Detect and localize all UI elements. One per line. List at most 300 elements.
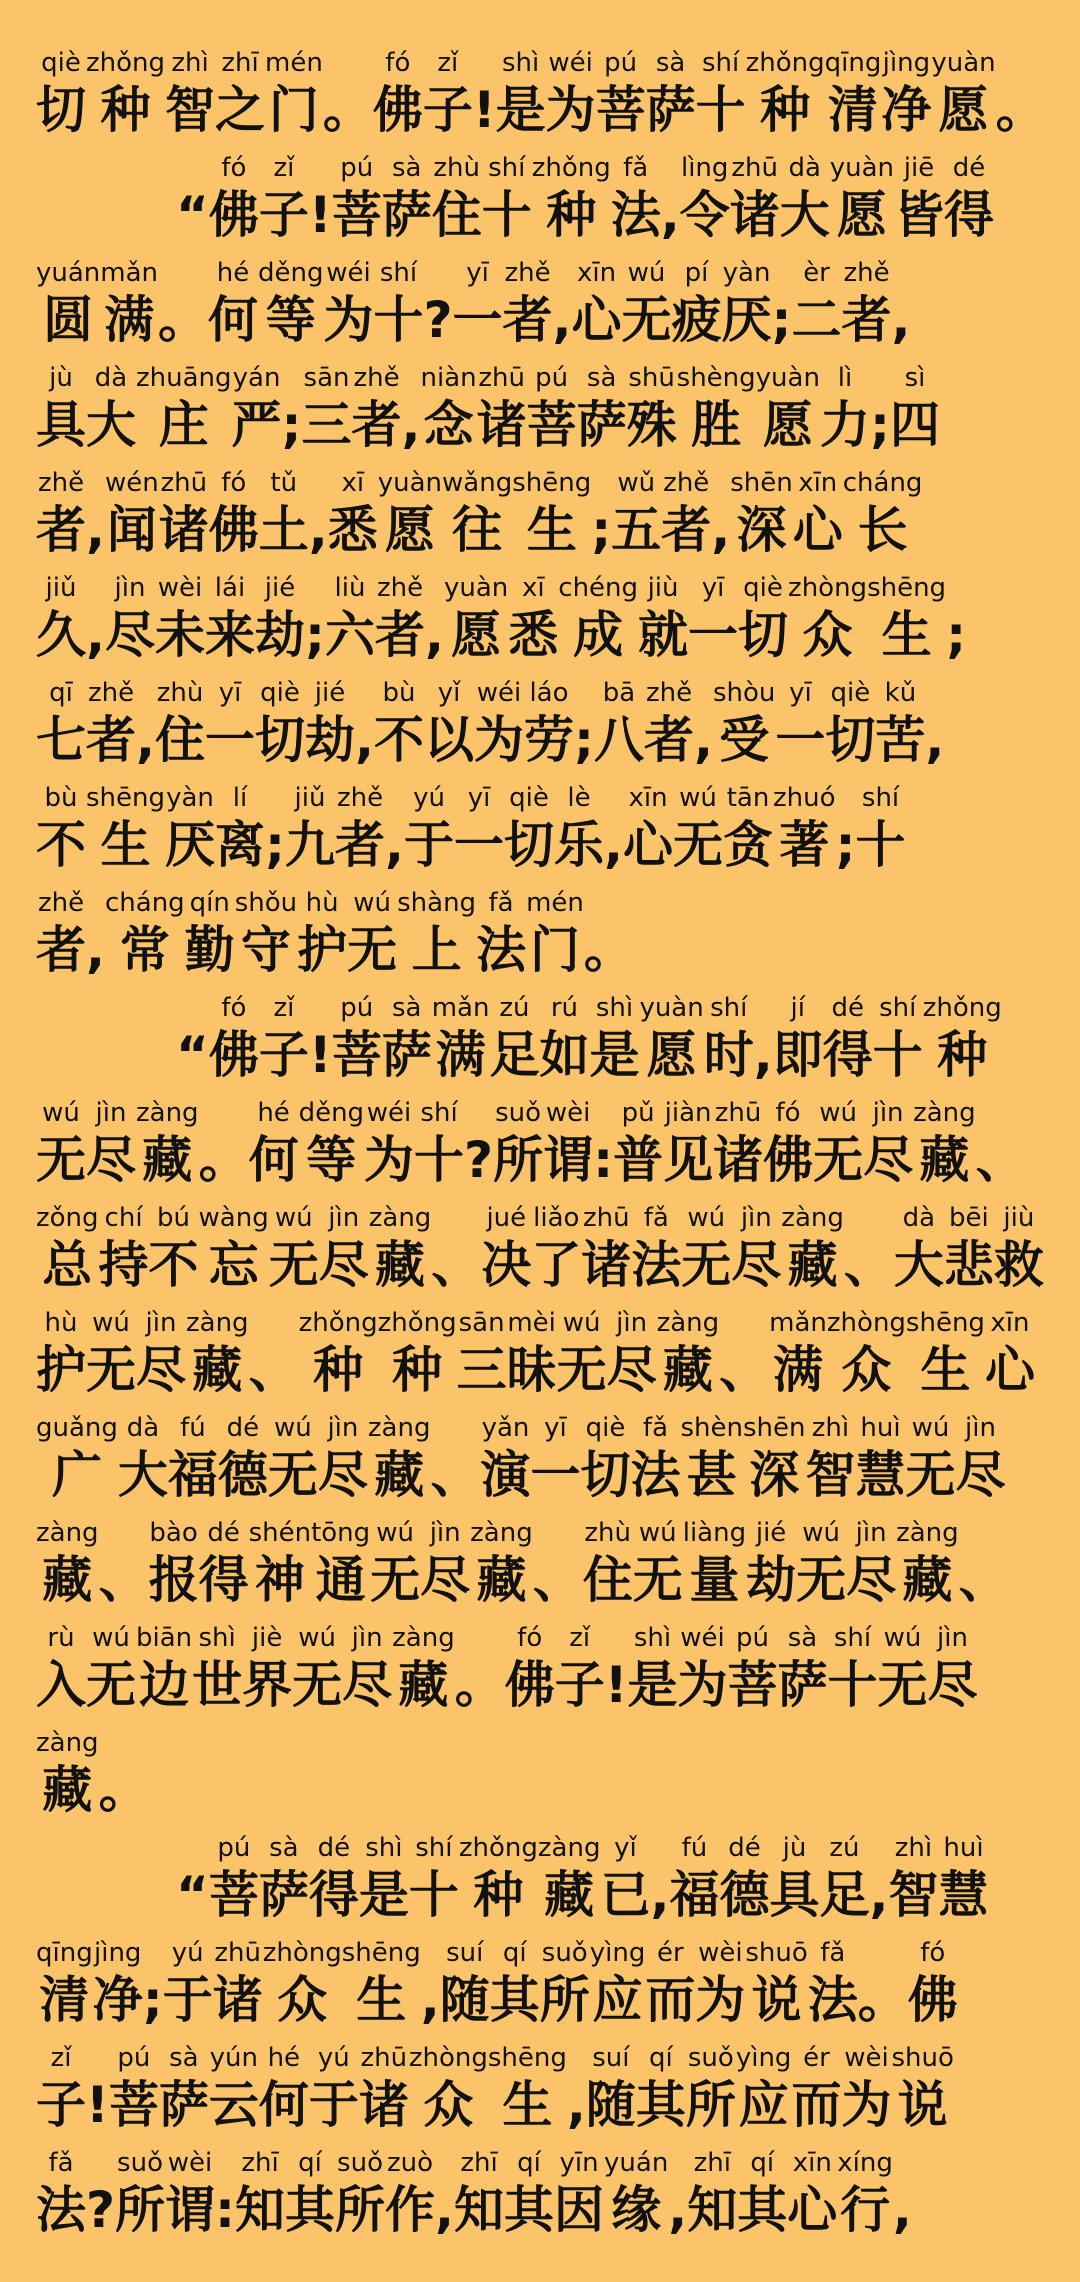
hanzi-character: 所 bbox=[539, 1971, 590, 2029]
hanzi-character: 无 bbox=[673, 816, 724, 874]
ruby-character bbox=[842, 258, 892, 352]
hanzi-character: 十 bbox=[481, 186, 532, 244]
ruby-character bbox=[285, 783, 335, 877]
hanzi-character: 知 bbox=[687, 2181, 738, 2239]
pinyin-annotation: tōng bbox=[311, 1518, 371, 1548]
pinyin-annotation: shì bbox=[595, 993, 634, 1023]
hanzi-character: 量 bbox=[689, 1551, 740, 1609]
hanzi-character: 得 bbox=[822, 1026, 873, 1084]
hanzi-character: 殊 bbox=[626, 396, 677, 454]
ruby-character bbox=[669, 1833, 719, 1927]
ruby-character bbox=[504, 2148, 554, 2242]
ruby-character bbox=[165, 2148, 215, 2242]
text-line bbox=[36, 1508, 1050, 1612]
hanzi-character: 不 bbox=[148, 1236, 199, 1294]
punctuation bbox=[309, 468, 328, 562]
hanzi-character: 藏 bbox=[374, 1446, 425, 1504]
ruby-character bbox=[581, 1203, 631, 1297]
pinyin-annotation: hé bbox=[257, 1098, 290, 1128]
ruby-character bbox=[118, 1413, 168, 1507]
hanzi-character: 足 bbox=[489, 1026, 540, 1084]
ruby-character bbox=[382, 153, 432, 247]
punctuation bbox=[605, 1623, 628, 1717]
pinyin-annotation: jié bbox=[314, 678, 346, 708]
hanzi-character: 昧 bbox=[506, 1341, 557, 1399]
ruby-character bbox=[878, 1623, 928, 1717]
hanzi-character: 成 bbox=[573, 606, 624, 664]
ruby-character bbox=[115, 2148, 165, 2242]
hanzi-character: 萨 bbox=[381, 186, 432, 244]
hanzi-character: 悲 bbox=[943, 1236, 994, 1294]
pinyin-annotation: zuò bbox=[386, 2148, 434, 2178]
punctuation bbox=[996, 48, 1046, 142]
pinyin-annotation: shí bbox=[861, 783, 900, 813]
ruby-character bbox=[185, 888, 235, 982]
ruby-character bbox=[630, 1413, 680, 1507]
pinyin-annotation: wèi bbox=[844, 2043, 889, 2073]
ruby-character bbox=[524, 678, 574, 772]
ruby-character bbox=[695, 1938, 745, 2032]
hanzi-character: 藏 bbox=[42, 1761, 93, 1819]
hanzi-character: 悉 bbox=[508, 606, 559, 664]
ruby-character bbox=[890, 363, 940, 457]
pinyin-annotation: niàn bbox=[420, 363, 477, 393]
pinyin-annotation: mǎn bbox=[431, 993, 490, 1023]
ruby-character bbox=[332, 153, 382, 247]
ruby-character bbox=[86, 1623, 136, 1717]
hanzi-character: 乐 bbox=[554, 816, 605, 874]
ruby-character bbox=[36, 1938, 93, 2032]
hanzi-character: 住 bbox=[582, 1551, 633, 1609]
hanzi-character: 菩 bbox=[526, 396, 577, 454]
hanzi-character: 皆 bbox=[893, 186, 944, 244]
pinyin-annotation: zhì bbox=[811, 1413, 850, 1443]
hanzi-character: 法 bbox=[630, 1446, 681, 1504]
hanzi-character: 法 bbox=[36, 2181, 86, 2239]
ruby-character bbox=[586, 2043, 636, 2137]
hanzi-character: , bbox=[552, 291, 572, 349]
pinyin-annotation: yuán bbox=[36, 258, 101, 288]
hanzi-character: 众 bbox=[423, 2076, 474, 2134]
hanzi-character: 广 bbox=[51, 1446, 102, 1504]
pinyin-annotation: wéi bbox=[476, 678, 522, 708]
hanzi-character: 无 bbox=[877, 1656, 928, 1714]
ruby-character bbox=[512, 468, 591, 562]
hanzi-character: 九 bbox=[285, 816, 336, 874]
hanzi-character: , bbox=[385, 816, 405, 874]
pinyin-annotation: wú bbox=[802, 1518, 840, 1548]
pinyin-annotation: zhuó bbox=[773, 783, 836, 813]
ruby-character bbox=[259, 468, 309, 562]
hanzi-character: 于 bbox=[162, 1971, 213, 2029]
pinyin-annotation: hù bbox=[44, 1308, 78, 1338]
pinyin-annotation: wǎng bbox=[442, 468, 513, 498]
punctuation bbox=[86, 888, 105, 982]
hanzi-character: 无 bbox=[621, 291, 672, 349]
pinyin-annotation: shèng bbox=[676, 363, 756, 393]
hanzi-character: 作 bbox=[385, 2181, 436, 2239]
pinyin-annotation: zhòng bbox=[826, 1308, 906, 1338]
ruby-character bbox=[856, 783, 906, 877]
hanzi-character: 得 bbox=[943, 186, 994, 244]
hanzi-character: 种 bbox=[473, 1866, 524, 1924]
pinyin-annotation: sà bbox=[787, 1623, 818, 1653]
hanzi-character: , bbox=[566, 2076, 586, 2134]
hanzi-character: 为 bbox=[545, 81, 596, 139]
pinyin-annotation: wú bbox=[92, 1623, 130, 1653]
pinyin-annotation: shì bbox=[502, 48, 540, 78]
hanzi-character: ! bbox=[604, 1656, 628, 1714]
ruby-character bbox=[249, 1518, 312, 1612]
pinyin-annotation: suǒ bbox=[117, 2148, 163, 2178]
pinyin-annotation: shí bbox=[702, 48, 740, 78]
pinyin-annotation: pú bbox=[340, 153, 374, 183]
hanzi-character: , bbox=[401, 396, 421, 454]
hanzi-character: 。 bbox=[454, 1656, 505, 1714]
ruby-character bbox=[86, 48, 165, 142]
hanzi-character: 藏 bbox=[142, 1131, 193, 1189]
hanzi-character: 通 bbox=[315, 1551, 366, 1609]
ruby-character bbox=[557, 1308, 607, 1402]
ruby-character bbox=[265, 48, 323, 142]
pinyin-annotation: jìn bbox=[328, 1203, 360, 1233]
hanzi-character: 子 bbox=[258, 1026, 309, 1084]
ruby-character bbox=[830, 153, 894, 247]
pinyin-annotation: shì bbox=[365, 1833, 403, 1863]
hanzi-character: 一 bbox=[688, 606, 739, 664]
punctuation bbox=[567, 2043, 586, 2137]
ruby-character bbox=[370, 1518, 420, 1612]
punctuation bbox=[385, 783, 404, 877]
hanzi-character: 尽 bbox=[927, 1656, 978, 1714]
hanzi-character: 劳 bbox=[524, 711, 574, 769]
punctuation bbox=[421, 1938, 440, 2032]
hanzi-character: 上 bbox=[411, 921, 462, 979]
pinyin-annotation: qiè bbox=[509, 783, 549, 813]
pinyin-annotation: yuàn bbox=[639, 993, 704, 1023]
pinyin-annotation: wú bbox=[883, 1623, 922, 1653]
ruby-character bbox=[687, 2148, 737, 2242]
ruby-character bbox=[299, 1098, 364, 1192]
hanzi-character: 藏 bbox=[787, 1236, 838, 1294]
hanzi-character: 心 bbox=[984, 1341, 1035, 1399]
hanzi-character: 萨 bbox=[576, 396, 627, 454]
ruby-character bbox=[808, 1938, 858, 2032]
text-line bbox=[36, 1823, 1050, 1927]
hanzi-character: 三 bbox=[456, 1341, 507, 1399]
ruby-character bbox=[302, 363, 352, 457]
hanzi-character: : bbox=[215, 2181, 236, 2239]
pinyin-annotation: suǒ bbox=[495, 1098, 542, 1128]
pinyin-annotation: yuán bbox=[604, 2148, 669, 2178]
hanzi-character: ; bbox=[835, 816, 856, 874]
pinyin-annotation: dà bbox=[126, 1413, 160, 1443]
ruby-character bbox=[713, 678, 775, 772]
pinyin-annotation: xíng bbox=[837, 2148, 893, 2178]
ruby-character bbox=[719, 1833, 769, 1927]
hanzi-character: 之 bbox=[215, 81, 266, 139]
hanzi-character: 所 bbox=[493, 1131, 544, 1189]
ruby-character bbox=[796, 1518, 846, 1612]
ruby-character bbox=[540, 1938, 590, 2032]
ruby-character bbox=[474, 678, 524, 772]
punctuation bbox=[870, 363, 890, 457]
ruby-character bbox=[136, 363, 232, 457]
hanzi-character: 应 bbox=[738, 2076, 789, 2134]
pinyin-annotation: qí bbox=[750, 2148, 775, 2178]
ruby-character bbox=[192, 1623, 242, 1717]
ruby-character bbox=[311, 1518, 370, 1612]
hanzi-character: 无 bbox=[347, 921, 398, 979]
ruby-character bbox=[342, 1623, 392, 1717]
ruby-character bbox=[730, 468, 793, 562]
pinyin-annotation: zàng bbox=[913, 1098, 976, 1128]
pinyin-annotation: xīn bbox=[798, 468, 838, 498]
hanzi-character: 了 bbox=[531, 1236, 582, 1294]
ruby-character bbox=[404, 783, 454, 877]
hanzi-character: 众 bbox=[802, 606, 853, 664]
hanzi-character: 众 bbox=[841, 1341, 892, 1399]
pinyin-annotation: ér bbox=[803, 2043, 830, 2073]
hanzi-character: , bbox=[420, 1971, 440, 2029]
hanzi-character: 庄 bbox=[158, 396, 209, 454]
pinyin-annotation: kǔ bbox=[884, 678, 917, 708]
text-line bbox=[36, 143, 1050, 247]
pinyin-annotation: zú bbox=[499, 993, 530, 1023]
pinyin-annotation: xīn bbox=[576, 258, 617, 288]
ruby-character bbox=[488, 2043, 567, 2137]
pinyin-annotation: bú bbox=[157, 1203, 191, 1233]
pinyin-annotation: jìn bbox=[855, 1518, 887, 1548]
text-line bbox=[36, 1193, 1050, 1297]
pinyin-annotation: huì bbox=[943, 1833, 984, 1863]
hanzi-character: 谓 bbox=[543, 1131, 594, 1189]
hanzi-character: 切 bbox=[825, 711, 876, 769]
hanzi-character: 佛 bbox=[907, 1971, 958, 2029]
ruby-character bbox=[723, 783, 773, 877]
hanzi-character: 护 bbox=[36, 1341, 86, 1399]
ruby-character bbox=[432, 153, 482, 247]
ruby-character bbox=[775, 678, 825, 772]
pinyin-annotation: jiù bbox=[647, 573, 679, 603]
ruby-character bbox=[86, 363, 136, 457]
pinyin-annotation: yī bbox=[701, 573, 725, 603]
hanzi-character: 即 bbox=[772, 1026, 823, 1084]
ruby-character bbox=[938, 1833, 988, 1927]
hanzi-character: 厌 bbox=[721, 291, 772, 349]
pinyin-annotation: zhě bbox=[376, 573, 424, 603]
ruby-character bbox=[680, 153, 730, 247]
pinyin-annotation: suí bbox=[446, 1938, 484, 1968]
punctuation bbox=[176, 1833, 209, 1927]
pinyin-annotation: zhì bbox=[894, 1833, 933, 1863]
ruby-character bbox=[305, 678, 355, 772]
hanzi-character: 知 bbox=[235, 2181, 286, 2239]
hanzi-character: 尽 bbox=[846, 1551, 897, 1609]
hanzi-character: , bbox=[86, 501, 105, 559]
ruby-character bbox=[677, 363, 756, 457]
pinyin-annotation: shēng bbox=[512, 468, 592, 498]
pinyin-annotation: qiè bbox=[743, 573, 783, 603]
hanzi-character: , bbox=[892, 2181, 912, 2239]
hanzi-character: ; bbox=[265, 816, 286, 874]
ruby-character bbox=[746, 48, 825, 142]
ruby-character bbox=[255, 678, 305, 772]
ruby-character bbox=[827, 1308, 906, 1402]
pinyin-annotation: zhī bbox=[241, 2148, 279, 2178]
pinyin-annotation: zhì bbox=[171, 48, 209, 78]
ruby-character bbox=[359, 2043, 409, 2137]
hanzi-character: 大 bbox=[117, 1446, 168, 1504]
ruby-character bbox=[791, 2043, 841, 2137]
hanzi-character: 生 bbox=[502, 2076, 553, 2134]
pinyin-annotation: fó bbox=[517, 1623, 543, 1653]
pinyin-annotation: fó bbox=[920, 1938, 946, 1968]
hanzi-character: 无 bbox=[905, 1446, 956, 1504]
pinyin-annotation: shòu bbox=[713, 678, 776, 708]
pinyin-annotation: zǒng bbox=[36, 1203, 99, 1233]
hanzi-character: 者 bbox=[661, 501, 712, 559]
hanzi-character: 世 bbox=[192, 1656, 243, 1714]
hanzi-character: 萨 bbox=[381, 1026, 432, 1084]
pinyin-annotation: mén bbox=[265, 48, 323, 78]
hanzi-character: 住 bbox=[155, 711, 205, 769]
pinyin-annotation: yī bbox=[218, 678, 242, 708]
pinyin-annotation: shēng bbox=[86, 783, 166, 813]
pinyin-annotation: sà bbox=[269, 1833, 299, 1863]
pinyin-annotation: hé bbox=[267, 2043, 301, 2073]
hanzi-character: 疲 bbox=[671, 291, 722, 349]
hanzi-character: ; bbox=[142, 1971, 163, 2029]
hanzi-character: 愿 bbox=[451, 606, 502, 664]
ruby-character bbox=[442, 468, 512, 562]
hanzi-character: 知 bbox=[454, 2181, 505, 2239]
punctuation bbox=[215, 2148, 235, 2242]
ruby-character bbox=[209, 2043, 259, 2137]
pinyin-annotation: yuàn bbox=[829, 153, 894, 183]
ruby-character bbox=[905, 1413, 955, 1507]
pinyin-annotation: wú bbox=[638, 1518, 677, 1548]
hanzi-character: 藏 bbox=[662, 1341, 713, 1399]
ruby-character bbox=[622, 258, 672, 352]
hanzi-character: 土 bbox=[258, 501, 309, 559]
pinyin-annotation: yán bbox=[232, 363, 281, 393]
ruby-character bbox=[543, 1098, 593, 1192]
ruby-character bbox=[490, 1938, 540, 2032]
ruby-character bbox=[36, 1098, 86, 1192]
hanzi-character: 贪 bbox=[723, 816, 774, 874]
text-line bbox=[36, 983, 1050, 1087]
hanzi-character: 严 bbox=[231, 396, 282, 454]
ruby-character bbox=[375, 573, 425, 667]
pinyin-annotation: zàng bbox=[781, 1203, 844, 1233]
hanzi-character: 种 bbox=[760, 81, 811, 139]
hanzi-character: 净 bbox=[92, 1971, 143, 2029]
ruby-character bbox=[352, 363, 402, 457]
ruby-character bbox=[309, 2043, 359, 2137]
ruby-character bbox=[792, 258, 842, 352]
hanzi-character: , bbox=[869, 1866, 889, 1924]
pinyin-annotation: huì bbox=[860, 1413, 901, 1443]
punctuation bbox=[711, 468, 730, 562]
ruby-character bbox=[607, 1308, 657, 1402]
hanzi-character: 尽 bbox=[955, 1446, 1006, 1504]
ruby-character bbox=[482, 153, 532, 247]
pinyin-annotation: fǎ bbox=[643, 1203, 669, 1233]
pinyin-annotation: shuō bbox=[745, 1938, 808, 1968]
ruby-character bbox=[580, 1413, 630, 1507]
ruby-character bbox=[546, 48, 596, 142]
pinyin-annotation: sān bbox=[303, 363, 350, 393]
ruby-character bbox=[736, 2043, 792, 2137]
hanzi-character: 不 bbox=[36, 816, 86, 874]
ruby-character bbox=[149, 1203, 199, 1297]
ruby-character bbox=[756, 363, 820, 457]
pinyin-annotation: zhū bbox=[160, 468, 208, 498]
ruby-character bbox=[36, 783, 86, 877]
pinyin-annotation: yuàn bbox=[931, 48, 996, 78]
hanzi-character: ? bbox=[423, 291, 453, 349]
punctuation bbox=[430, 1413, 480, 1507]
hanzi-character: 福 bbox=[167, 1446, 218, 1504]
pinyin-annotation: qiè bbox=[260, 678, 300, 708]
pinyin-annotation: zàng bbox=[896, 1518, 959, 1548]
ruby-character bbox=[382, 993, 432, 1087]
ruby-character bbox=[507, 1308, 557, 1402]
pinyin-annotation: dà bbox=[788, 153, 821, 183]
hanzi-character: 愿 bbox=[384, 501, 435, 559]
pinyin-annotation: shàng bbox=[397, 888, 477, 918]
hanzi-character: 而 bbox=[645, 1971, 696, 2029]
pinyin-annotation: sà bbox=[586, 363, 617, 393]
pinyin-annotation: wǔ bbox=[617, 468, 656, 498]
ruby-character bbox=[589, 993, 639, 1087]
hanzi-character: 菩 bbox=[331, 1026, 382, 1084]
hanzi-character: 门 bbox=[268, 81, 319, 139]
ruby-character bbox=[793, 468, 843, 562]
pinyin-annotation: bā bbox=[602, 678, 636, 708]
hanzi-character: ; bbox=[574, 711, 594, 769]
ruby-character bbox=[696, 48, 746, 142]
ruby-character bbox=[359, 1833, 409, 1927]
pinyin-annotation: jìn bbox=[740, 1203, 772, 1233]
hanzi-character: 慧 bbox=[938, 1866, 989, 1924]
ruby-character bbox=[155, 573, 205, 667]
ruby-character bbox=[686, 2043, 736, 2137]
hanzi-character: 切 bbox=[36, 81, 86, 139]
pinyin-annotation: liù bbox=[334, 573, 366, 603]
pinyin-annotation: fó bbox=[221, 993, 247, 1023]
pinyin-annotation: zǐ bbox=[437, 48, 459, 78]
ruby-character bbox=[590, 1938, 646, 2032]
pinyin-annotation: wèi bbox=[167, 2148, 213, 2178]
ruby-character bbox=[661, 468, 711, 562]
hanzi-character: 久 bbox=[36, 606, 86, 664]
pinyin-annotation: jí bbox=[790, 993, 805, 1023]
hanzi-character: 尽 bbox=[86, 1131, 136, 1189]
ruby-character bbox=[508, 573, 558, 667]
ruby-character bbox=[636, 2043, 686, 2137]
text-line bbox=[36, 773, 1050, 877]
pinyin-annotation: bù bbox=[44, 783, 78, 813]
text-line bbox=[36, 1088, 1050, 1192]
pinyin-annotation: wú bbox=[42, 1098, 80, 1128]
ruby-character bbox=[493, 1098, 543, 1192]
ruby-character bbox=[704, 993, 754, 1087]
hanzi-character: , bbox=[660, 186, 680, 244]
ruby-character bbox=[373, 48, 423, 142]
pinyin-annotation: jié bbox=[755, 1518, 787, 1548]
